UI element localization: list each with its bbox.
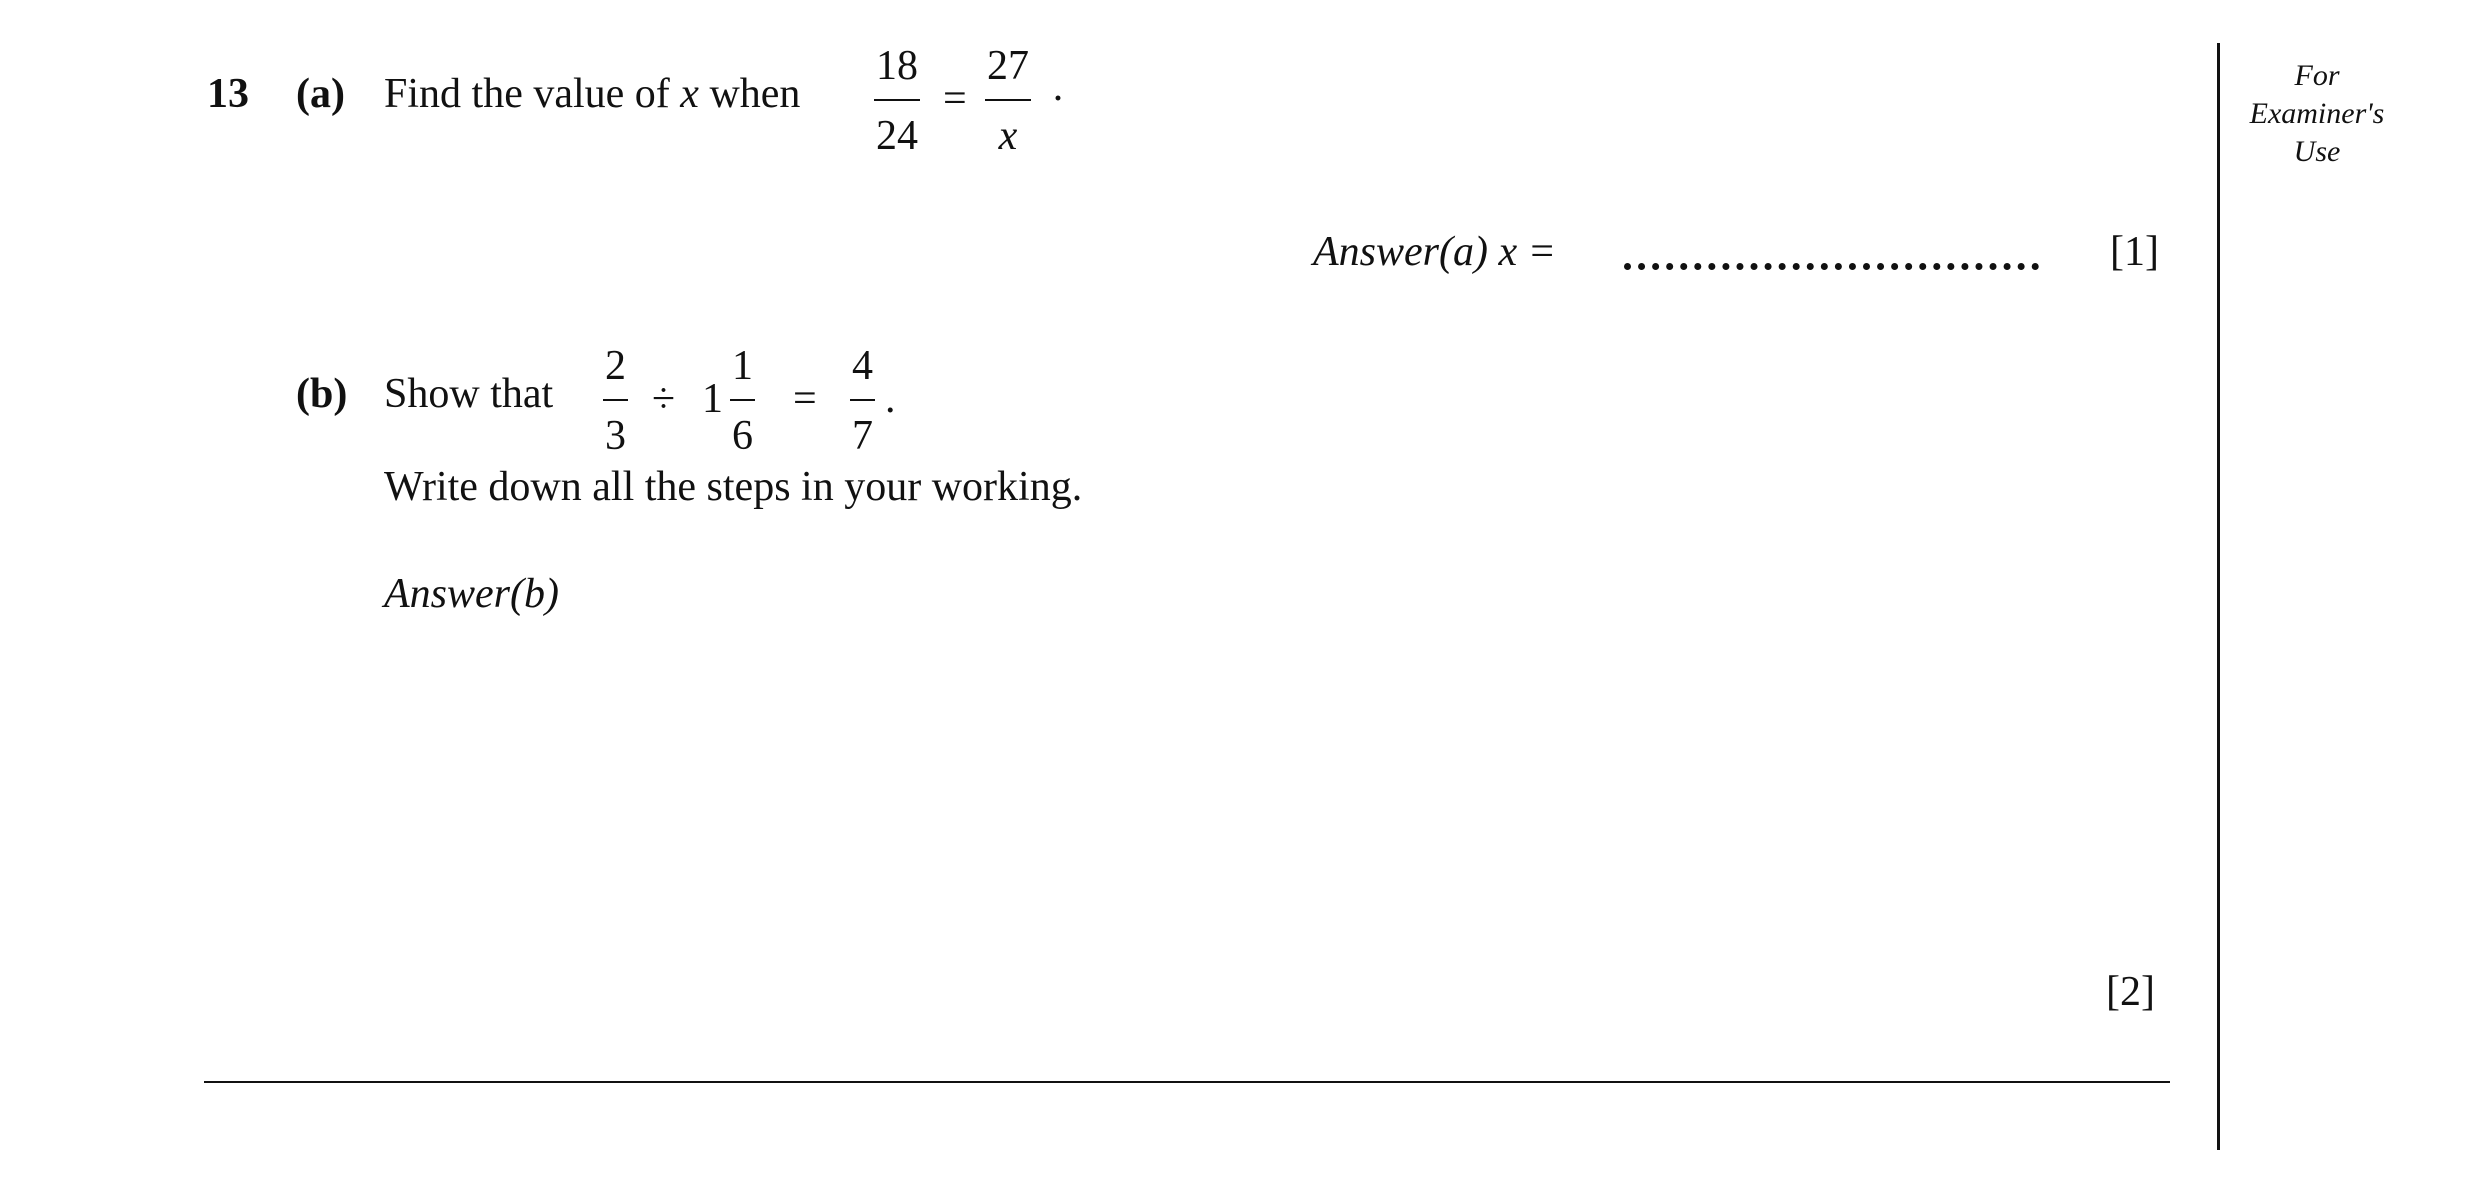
fraction-denominator: 7 (852, 413, 873, 459)
examiner-note-line-3: Use (2293, 135, 2341, 168)
fraction-numerator: 27 (987, 43, 1029, 89)
answer-a-line[interactable] (1624, 263, 2039, 270)
mixed-whole-number: 1 (702, 376, 723, 422)
equals-sign: = (943, 76, 967, 122)
fraction-bar (730, 399, 755, 401)
fraction-numerator: 1 (732, 343, 753, 389)
equals-sign: = (793, 376, 817, 422)
fraction-bar (874, 99, 920, 101)
question-number: 13 (207, 71, 249, 117)
fraction-27-over-x (985, 45, 1031, 157)
examiner-margin-rule (2217, 43, 2220, 1150)
fraction-bar (985, 99, 1031, 101)
fraction-2-over-3 (603, 345, 628, 457)
answer-a-label: Answer(a) x = (1313, 229, 1556, 275)
fraction-denominator: 6 (732, 413, 753, 459)
part-a-stem-text: Find the value of (384, 71, 670, 117)
end-mark: . (885, 376, 896, 422)
fraction-1-over-6 (730, 345, 755, 457)
fraction-denominator: 24 (876, 113, 918, 159)
part-a-stem (384, 73, 800, 115)
examiner-note-line-2: Examiner's (2249, 97, 2385, 130)
end-mark: · (1051, 76, 1065, 122)
fraction-numerator: 4 (852, 343, 873, 389)
fraction-bar (850, 399, 875, 401)
part-b-label: (b) (296, 371, 348, 417)
marks-b: [2] (2106, 969, 2155, 1015)
examiner-use-note (2232, 57, 2402, 171)
fraction-numerator: 2 (605, 343, 626, 389)
part-b-instruction: Write down all the steps in your working. (384, 464, 1083, 510)
marks-a: [1] (2110, 229, 2159, 275)
part-b-stem: Show that (384, 371, 554, 417)
fraction-denominator: x (998, 113, 1018, 159)
fraction-bar (603, 399, 628, 401)
divide-sign: ÷ (652, 376, 676, 422)
part-a-stem-when: when (709, 71, 801, 117)
examiner-note-line-1: For (2294, 59, 2340, 92)
part-a-stem-variable: x (680, 71, 699, 117)
fraction-18-over-24 (874, 45, 920, 157)
bottom-divider (204, 1081, 2170, 1083)
answer-b-label: Answer(b) (384, 571, 559, 617)
fraction-4-over-7 (850, 345, 875, 457)
fraction-numerator: 18 (876, 43, 918, 89)
fraction-denominator: 3 (605, 413, 626, 459)
part-a-label: (a) (296, 71, 345, 117)
